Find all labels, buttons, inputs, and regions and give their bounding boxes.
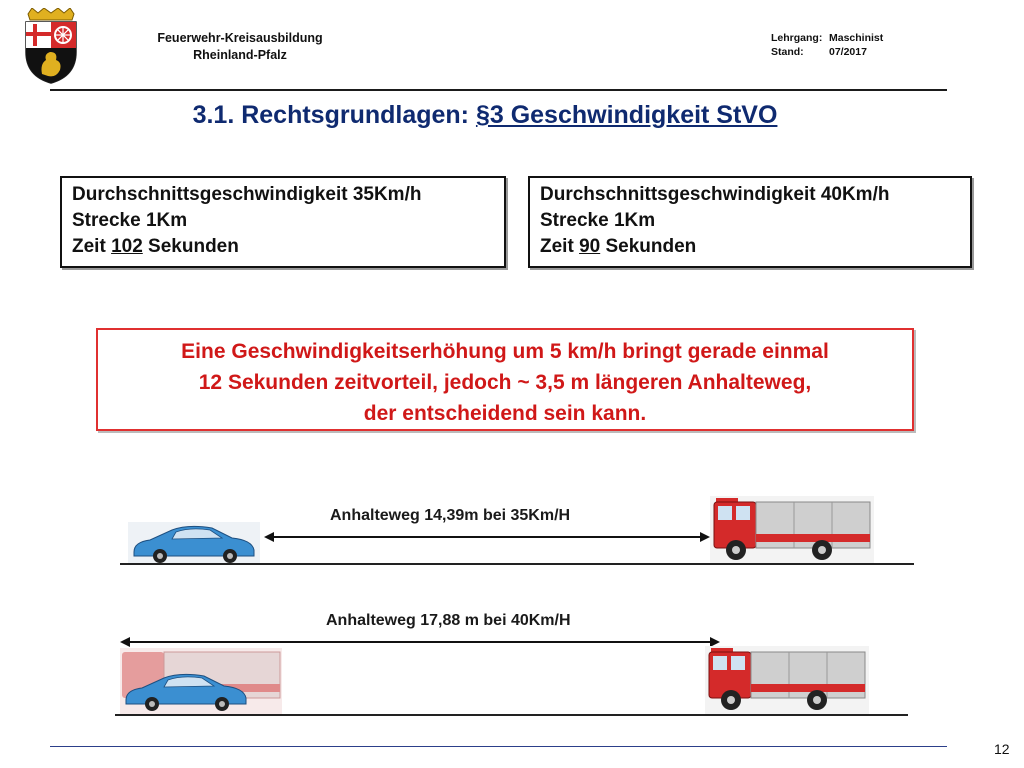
box-right-seconds: 90 <box>579 236 601 257</box>
box-left-time-suffix: Sekunden <box>142 236 239 257</box>
box-right-line-2: Strecke 1Km <box>540 210 656 231</box>
box-left-line-1: Durchschnittsgeschwindigkeit 35Km/h <box>72 184 422 205</box>
page-number: 12 <box>994 741 1010 757</box>
car-icon <box>128 522 260 564</box>
org-line-1: Feuerwehr-Kreisausbildung <box>157 31 323 45</box>
note-line-3: der entscheidend sein kann. <box>363 402 647 425</box>
course-value: Maschinist <box>829 32 884 44</box>
box-right-time-prefix: Zeit <box>540 236 580 257</box>
footer-divider <box>50 746 947 747</box>
box-left-line-3 <box>72 234 494 260</box>
box-left-line-2: Strecke 1Km <box>72 210 188 231</box>
warning-note <box>96 328 914 431</box>
box-left-seconds: 102 <box>111 236 143 257</box>
box-right-time-suffix: Sekunden <box>600 236 697 257</box>
status-value: 07/2017 <box>829 46 867 58</box>
organization-name <box>130 30 350 64</box>
course-label: Lehrgang: <box>771 32 823 44</box>
box-right-line-1: Durchschnittsgeschwindigkeit 40Km/h <box>540 184 890 205</box>
fire-truck-icon <box>704 646 870 714</box>
stopping-distance-label-35: Anhalteweg 14,39m bei 35Km/H <box>330 507 571 524</box>
coat-of-arms-icon <box>22 8 80 84</box>
note-line-2: 12 Sekunden zeitvorteil, jedoch ~ 3,5 m längeren Anhalteweg, <box>198 371 812 394</box>
road-line-35 <box>120 563 914 565</box>
speed-box-35 <box>60 176 506 268</box>
title-prefix: 3.1. Rechtsgrundlagen: <box>192 101 476 129</box>
status-label: Stand: <box>771 46 804 58</box>
double-arrow-icon <box>264 530 710 544</box>
org-line-2: Rheinland-Pfalz <box>193 48 287 62</box>
header-divider <box>50 89 947 91</box>
car-with-truck-overlay-icon <box>120 648 282 714</box>
title-underlined: §3 Geschwindigkeit StVO <box>475 101 778 129</box>
note-line-1: Eine Geschwindigkeitserhöhung um 5 km/h bringt gerade einmal <box>181 340 829 363</box>
box-left-time-prefix: Zeit <box>72 236 112 257</box>
box-right-line-3 <box>540 234 960 260</box>
course-meta <box>771 31 883 59</box>
speed-box-40 <box>528 176 972 268</box>
double-arrow-icon <box>120 635 720 649</box>
fire-truck-icon <box>710 496 874 564</box>
road-line-40 <box>115 714 908 716</box>
slide-title <box>0 101 970 130</box>
stopping-distance-label-40: Anhalteweg 17,88 m bei 40Km/H <box>326 612 571 629</box>
